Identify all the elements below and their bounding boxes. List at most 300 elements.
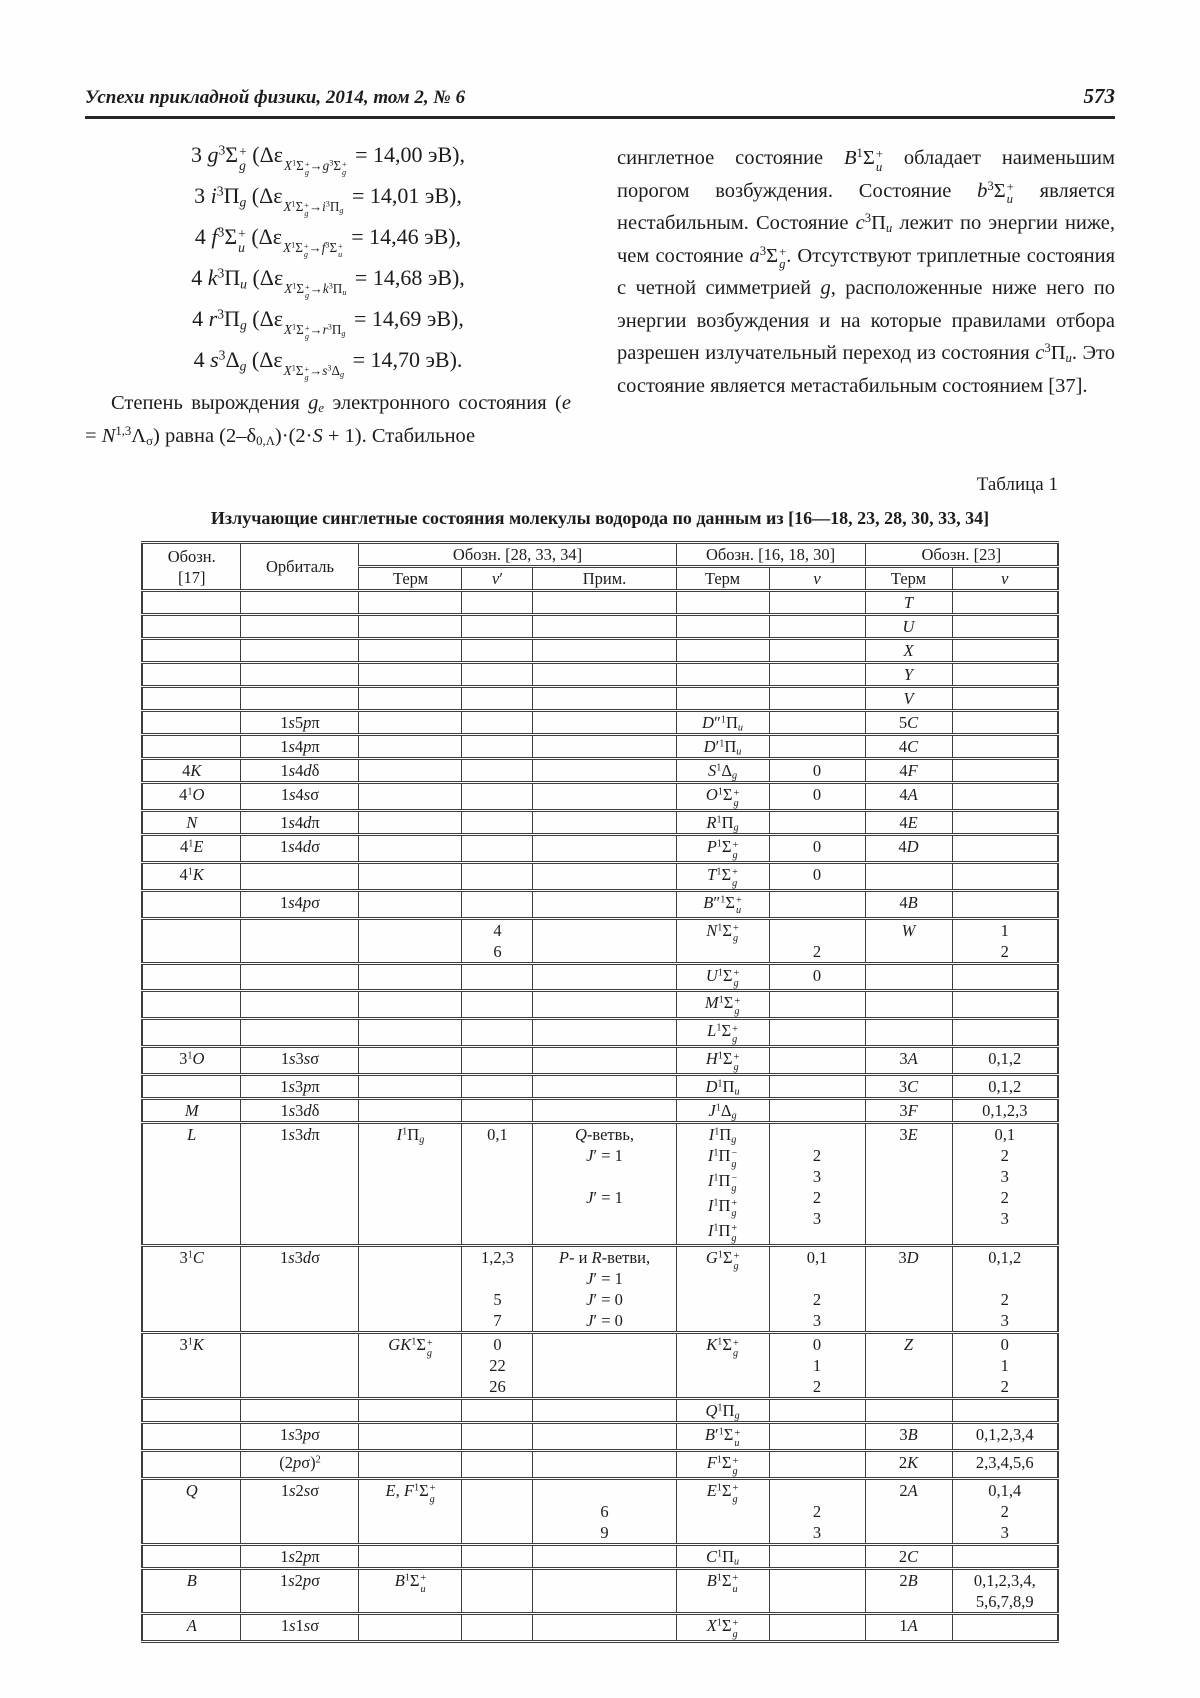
cell-r9-c2: 1s4sσ bbox=[241, 783, 359, 811]
cell-r27-c8: 2A bbox=[865, 1479, 952, 1545]
cell-r18-c7 bbox=[769, 1047, 865, 1075]
cell-r18-c8: 3A bbox=[865, 1047, 952, 1075]
cell-r11-c2: 1s4dσ bbox=[241, 835, 359, 863]
cell-r24-c3 bbox=[359, 1399, 462, 1423]
cell-r6-c8: 5C bbox=[865, 711, 952, 735]
cell-r10-c1: N bbox=[142, 811, 241, 835]
table-row-5 bbox=[142, 687, 1058, 711]
cell-r29-c7 bbox=[769, 1569, 865, 1614]
col-subheader-3: Прим. bbox=[533, 567, 676, 591]
cell-r11-c7: 0 bbox=[769, 835, 865, 863]
cell-r21-c8: 3E bbox=[865, 1123, 952, 1246]
cell-r9-c3 bbox=[359, 783, 462, 811]
table-row-30 bbox=[142, 1614, 1058, 1642]
cell-r25-c2: 1s3pσ bbox=[241, 1423, 359, 1451]
cell-r17-c1 bbox=[142, 1019, 241, 1047]
cell-r3-c9 bbox=[952, 639, 1058, 663]
cell-r8-c6: $S^1\Delta g$ bbox=[676, 759, 769, 783]
cell-r21-c5: Q-ветвь, J′ = 1 J′ = 1 bbox=[533, 1123, 676, 1246]
cell-r3-c4 bbox=[462, 639, 533, 663]
cell-r13-c4 bbox=[462, 890, 533, 918]
cell-r21-c6: $I^1\Pi g$ $I^1\Pi$ − g $I^1\Pi$ − g $I^1\Pi$ + g $I^1\Pi$ + g bbox=[676, 1123, 769, 1246]
cell-r25-c3 bbox=[359, 1423, 462, 1451]
cell-r16-c5 bbox=[533, 991, 676, 1019]
cell-r2-c1 bbox=[142, 615, 241, 639]
cell-r19-c8: 3C bbox=[865, 1075, 952, 1099]
cell-r27-c3: E, $F^1\Sigma$ + g bbox=[359, 1479, 462, 1545]
cell-r19-c5 bbox=[533, 1075, 676, 1099]
cell-r17-c7 bbox=[769, 1019, 865, 1047]
cell-r19-c2: 1s3pπ bbox=[241, 1075, 359, 1099]
cell-r8-c8: 4F bbox=[865, 759, 952, 783]
cell-r7-c4 bbox=[462, 735, 533, 759]
cell-r8-c3 bbox=[359, 759, 462, 783]
cell-r12-c8 bbox=[865, 862, 952, 890]
col-subheader-7: v bbox=[952, 567, 1058, 591]
cell-r1-c4 bbox=[462, 591, 533, 615]
cell-r24-c7 bbox=[769, 1399, 865, 1423]
cell-r24-c8 bbox=[865, 1399, 952, 1423]
cell-r19-c7 bbox=[769, 1075, 865, 1099]
cell-r24-c1 bbox=[142, 1399, 241, 1423]
cell-r17-c3 bbox=[359, 1019, 462, 1047]
table-row-22 bbox=[142, 1246, 1058, 1333]
cell-r8-c1: 4K bbox=[142, 759, 241, 783]
cell-r20-c5 bbox=[533, 1099, 676, 1123]
cell-r28-c8: 2C bbox=[865, 1545, 952, 1569]
table-row-9 bbox=[142, 783, 1058, 811]
table-row-26 bbox=[142, 1451, 1058, 1479]
cell-r10-c8: 4E bbox=[865, 811, 952, 835]
cell-r13-c1 bbox=[142, 890, 241, 918]
cell-r25-c4 bbox=[462, 1423, 533, 1451]
table-row-23 bbox=[142, 1333, 1058, 1399]
cell-r21-c1: L bbox=[142, 1123, 241, 1246]
cell-r4-c5 bbox=[533, 663, 676, 687]
cell-r15-c5 bbox=[533, 963, 676, 991]
cell-r26-c8: 2K bbox=[865, 1451, 952, 1479]
cell-r6-c6: D″$^1$Πu bbox=[676, 711, 769, 735]
intro-paragraph: Степень вырождения ge электронного состояния (e = N$^{1,3}$Λσ) равна (2–δ0,Λ)·(2·S + 1). Стабильное bbox=[85, 392, 571, 448]
cell-r15-c9 bbox=[952, 963, 1058, 991]
cell-r17-c9 bbox=[952, 1019, 1058, 1047]
cell-r6-c2: 1s5pπ bbox=[241, 711, 359, 735]
cell-r12-c1: $4^1K$ bbox=[142, 862, 241, 890]
cell-r26-c2: $(2p\sigma)^2$ bbox=[241, 1451, 359, 1479]
cell-r1-c6 bbox=[676, 591, 769, 615]
table-row-7 bbox=[142, 735, 1058, 759]
table-row-12 bbox=[142, 862, 1058, 890]
cell-r24-c6: $Q^1\Pi g$ bbox=[676, 1399, 769, 1423]
table-row-6 bbox=[142, 711, 1058, 735]
cell-r30-c1: A bbox=[142, 1614, 241, 1642]
table-row-13 bbox=[142, 890, 1058, 918]
table-row-27 bbox=[142, 1479, 1058, 1545]
table-row-29 bbox=[142, 1569, 1058, 1614]
cell-r27-c7: 2 3 bbox=[769, 1479, 865, 1545]
table-row-3 bbox=[142, 639, 1058, 663]
cell-r7-c5 bbox=[533, 735, 676, 759]
cell-r7-c9 bbox=[952, 735, 1058, 759]
states-table bbox=[141, 541, 1059, 1643]
col-subheader-2: v′ bbox=[462, 567, 533, 591]
cell-r14-c5 bbox=[533, 918, 676, 963]
cell-r11-c9 bbox=[952, 835, 1058, 863]
cell-r16-c7 bbox=[769, 991, 865, 1019]
cell-r14-c1 bbox=[142, 918, 241, 963]
cell-r23-c4: 0 22 26 bbox=[462, 1333, 533, 1399]
cell-r2-c9 bbox=[952, 615, 1058, 639]
table-body bbox=[142, 591, 1058, 1642]
cell-r20-c6: $J^1\Delta g$ bbox=[676, 1099, 769, 1123]
cell-r14-c6: $N^1\Sigma$ + g bbox=[676, 918, 769, 963]
table-row-11 bbox=[142, 835, 1058, 863]
cell-r28-c2: 1s2pπ bbox=[241, 1545, 359, 1569]
cell-r2-c5 bbox=[533, 615, 676, 639]
cell-r28-c9 bbox=[952, 1545, 1058, 1569]
cell-r17-c6: $L^1\Sigma$ + g bbox=[676, 1019, 769, 1047]
cell-r21-c9: 0,1 2 3 2 3 bbox=[952, 1123, 1058, 1246]
cell-r8-c9 bbox=[952, 759, 1058, 783]
cell-r18-c5 bbox=[533, 1047, 676, 1075]
cell-r7-c1 bbox=[142, 735, 241, 759]
cell-r20-c1: M bbox=[142, 1099, 241, 1123]
cell-r6-c9 bbox=[952, 711, 1058, 735]
cell-r7-c2: 1s4pπ bbox=[241, 735, 359, 759]
cell-r22-c3 bbox=[359, 1246, 462, 1333]
cell-r9-c7: 0 bbox=[769, 783, 865, 811]
table-head bbox=[142, 543, 1058, 591]
cell-r18-c3 bbox=[359, 1047, 462, 1075]
cell-r17-c5 bbox=[533, 1019, 676, 1047]
journal-title: Успехи прикладной физики, 2014, том 2, № 6 bbox=[85, 87, 466, 108]
cell-r16-c9 bbox=[952, 991, 1058, 1019]
cell-r10-c3 bbox=[359, 811, 462, 835]
cell-r10-c9 bbox=[952, 811, 1058, 835]
cell-r23-c7: 0 1 2 bbox=[769, 1333, 865, 1399]
cell-r23-c2 bbox=[241, 1333, 359, 1399]
cell-r11-c3 bbox=[359, 835, 462, 863]
cell-r21-c2: 1s3dπ bbox=[241, 1123, 359, 1246]
equation-line-2: 3 $i^3\Pi g$ ($\Delta\varepsilon_{X^1\Sigma + g \to i^3\Pi g} = 14,01$ эВ), bbox=[194, 183, 462, 218]
cell-r24-c9 bbox=[952, 1399, 1058, 1423]
cell-r7-c3 bbox=[359, 735, 462, 759]
cell-r23-c8: Z bbox=[865, 1333, 952, 1399]
col-subheader-1: Терм bbox=[359, 567, 462, 591]
cell-r25-c6: $B'^1\Sigma$ + u bbox=[676, 1423, 769, 1451]
cell-r23-c3: $GK^1\Sigma$ + g bbox=[359, 1333, 462, 1399]
cell-r4-c6 bbox=[676, 663, 769, 687]
cell-r4-c9 bbox=[952, 663, 1058, 687]
cell-r30-c7 bbox=[769, 1614, 865, 1642]
cell-r25-c7 bbox=[769, 1423, 865, 1451]
equation-line-5: 4 $r^3\Pi g$ ($\Delta\varepsilon_{X^1\Sigma + g \to r^3\Pi g} = 14,69$ эВ), bbox=[192, 306, 464, 341]
cell-r11-c6: $P^1\Sigma$ + g bbox=[676, 835, 769, 863]
cell-r13-c2: 1s4pσ bbox=[241, 890, 359, 918]
cell-r13-c9 bbox=[952, 890, 1058, 918]
cell-r5-c8: V bbox=[865, 687, 952, 711]
cell-r1-c1 bbox=[142, 591, 241, 615]
cell-r27-c4 bbox=[462, 1479, 533, 1545]
cell-r1-c7 bbox=[769, 591, 865, 615]
table-caption: Излучающие синглетные состояния молекулы водорода по данным из [16—18, 23, 28, 30, 33, 34] bbox=[210, 508, 990, 529]
cell-r28-c6: $C^1\Pi u$ bbox=[676, 1545, 769, 1569]
cell-r29-c5 bbox=[533, 1569, 676, 1614]
cell-r22-c7: 0,1 2 3 bbox=[769, 1246, 865, 1333]
cell-r12-c9 bbox=[952, 862, 1058, 890]
cell-r23-c6: $K^1\Sigma$ + g bbox=[676, 1333, 769, 1399]
cell-r16-c1 bbox=[142, 991, 241, 1019]
cell-r14-c3 bbox=[359, 918, 462, 963]
cell-r17-c8 bbox=[865, 1019, 952, 1047]
table-row-19 bbox=[142, 1075, 1058, 1099]
cell-r10-c2: 1s4dπ bbox=[241, 811, 359, 835]
cell-r16-c8 bbox=[865, 991, 952, 1019]
cell-r12-c3 bbox=[359, 862, 462, 890]
cell-r2-c2 bbox=[241, 615, 359, 639]
cell-r4-c2 bbox=[241, 663, 359, 687]
page-number: 573 bbox=[1083, 84, 1115, 108]
cell-r23-c9: 0 1 2 bbox=[952, 1333, 1058, 1399]
cell-r3-c6 bbox=[676, 639, 769, 663]
cell-r30-c4 bbox=[462, 1614, 533, 1642]
cell-r10-c5 bbox=[533, 811, 676, 835]
cell-r28-c1 bbox=[142, 1545, 241, 1569]
cell-r4-c1 bbox=[142, 663, 241, 687]
cell-r17-c2 bbox=[241, 1019, 359, 1047]
cell-r5-c3 bbox=[359, 687, 462, 711]
col-header-orbital: Орбиталь bbox=[241, 543, 359, 591]
page-header bbox=[85, 84, 1115, 109]
cell-r28-c5 bbox=[533, 1545, 676, 1569]
cell-r12-c4 bbox=[462, 862, 533, 890]
cell-r25-c1 bbox=[142, 1423, 241, 1451]
cell-r16-c3 bbox=[359, 991, 462, 1019]
cell-r1-c2 bbox=[241, 591, 359, 615]
cell-r29-c3: $B^1\Sigma$ + u bbox=[359, 1569, 462, 1614]
cell-r26-c5 bbox=[533, 1451, 676, 1479]
cell-r14-c8: W bbox=[865, 918, 952, 963]
cell-r20-c7 bbox=[769, 1099, 865, 1123]
cell-r6-c7 bbox=[769, 711, 865, 735]
cell-r22-c8: 3D bbox=[865, 1246, 952, 1333]
cell-r7-c8: 4C bbox=[865, 735, 952, 759]
cell-r24-c2 bbox=[241, 1399, 359, 1423]
cell-r29-c8: 2B bbox=[865, 1569, 952, 1614]
col-header-group-2: Обозн. [16, 18, 30] bbox=[676, 543, 865, 567]
cell-r16-c4 bbox=[462, 991, 533, 1019]
cell-r7-c7 bbox=[769, 735, 865, 759]
two-column-text bbox=[85, 132, 1115, 452]
cell-r21-c3: $I^1\Pi g$ bbox=[359, 1123, 462, 1246]
cell-r11-c8: 4D bbox=[865, 835, 952, 863]
cell-r30-c2: 1s1sσ bbox=[241, 1614, 359, 1642]
cell-r13-c7 bbox=[769, 890, 865, 918]
equations-block bbox=[85, 141, 571, 382]
cell-r1-c5 bbox=[533, 591, 676, 615]
cell-r6-c4 bbox=[462, 711, 533, 735]
table-row-25 bbox=[142, 1423, 1058, 1451]
cell-r20-c2: 1s3dδ bbox=[241, 1099, 359, 1123]
cell-r26-c3 bbox=[359, 1451, 462, 1479]
cell-r13-c3 bbox=[359, 890, 462, 918]
cell-r26-c6: $F^1\Sigma$ + g bbox=[676, 1451, 769, 1479]
cell-r5-c5 bbox=[533, 687, 676, 711]
cell-r26-c7 bbox=[769, 1451, 865, 1479]
cell-r4-c8: Y bbox=[865, 663, 952, 687]
cell-r15-c1 bbox=[142, 963, 241, 991]
cell-r29-c2: 1s2pσ bbox=[241, 1569, 359, 1614]
cell-r18-c2: 1s3sσ bbox=[241, 1047, 359, 1075]
col-header-group-1: Обозн. [28, 33, 34] bbox=[359, 543, 676, 567]
cell-r20-c4 bbox=[462, 1099, 533, 1123]
cell-r13-c5 bbox=[533, 890, 676, 918]
cell-r15-c6: $U^1\Sigma$ + g bbox=[676, 963, 769, 991]
equation-line-1: 3 $g^3\Sigma$ + g ($\Delta\varepsilon_{X^1\Sigma + g \to g^3\Sigma + g}$ = 14,00 эВ), bbox=[190, 142, 465, 177]
table-row-10 bbox=[142, 811, 1058, 835]
cell-r22-c5: P- и R-ветви, J′ = 1 J′ = 0 J′ = 0 bbox=[533, 1246, 676, 1333]
table-row-15 bbox=[142, 963, 1058, 991]
cell-r12-c7: 0 bbox=[769, 862, 865, 890]
table-row-14 bbox=[142, 918, 1058, 963]
cell-r16-c2 bbox=[241, 991, 359, 1019]
cell-r8-c2: 1s4dδ bbox=[241, 759, 359, 783]
cell-r29-c6: $B^1\Sigma$ + u bbox=[676, 1569, 769, 1614]
cell-r23-c1: $3^1K$ bbox=[142, 1333, 241, 1399]
cell-r3-c8: X bbox=[865, 639, 952, 663]
table-row-8 bbox=[142, 759, 1058, 783]
cell-r2-c7 bbox=[769, 615, 865, 639]
cell-r9-c1: $4^1O$ bbox=[142, 783, 241, 811]
cell-r6-c3 bbox=[359, 711, 462, 735]
cell-r21-c4: 0,1 bbox=[462, 1123, 533, 1246]
cell-r10-c6: $R^1\Pi g$ bbox=[676, 811, 769, 835]
cell-r12-c2 bbox=[241, 862, 359, 890]
cell-r9-c6: $O^1\Sigma$ + g bbox=[676, 783, 769, 811]
cell-r5-c7 bbox=[769, 687, 865, 711]
table-row-16 bbox=[142, 991, 1058, 1019]
cell-r14-c2 bbox=[241, 918, 359, 963]
table-row-1 bbox=[142, 591, 1058, 615]
cell-r14-c4: 4 6 bbox=[462, 918, 533, 963]
cell-r25-c5 bbox=[533, 1423, 676, 1451]
cell-r30-c6: $X^1\Sigma$ + g bbox=[676, 1614, 769, 1642]
cell-r3-c5 bbox=[533, 639, 676, 663]
table-row-20 bbox=[142, 1099, 1058, 1123]
table-row-2 bbox=[142, 615, 1058, 639]
cell-r11-c1: $4^1E$ bbox=[142, 835, 241, 863]
cell-r5-c4 bbox=[462, 687, 533, 711]
cell-r8-c5 bbox=[533, 759, 676, 783]
cell-r18-c1: $3^1O$ bbox=[142, 1047, 241, 1075]
cell-r30-c9 bbox=[952, 1614, 1058, 1642]
cell-r30-c5 bbox=[533, 1614, 676, 1642]
cell-r11-c4 bbox=[462, 835, 533, 863]
cell-r13-c8: 4B bbox=[865, 890, 952, 918]
cell-r2-c3 bbox=[359, 615, 462, 639]
right-column bbox=[617, 132, 1115, 452]
cell-r20-c8: 3F bbox=[865, 1099, 952, 1123]
cell-r5-c9 bbox=[952, 687, 1058, 711]
cell-r22-c9: 0,1,2 2 3 bbox=[952, 1246, 1058, 1333]
cell-r20-c3 bbox=[359, 1099, 462, 1123]
cell-r9-c8: 4A bbox=[865, 783, 952, 811]
equation-line-4: 4 $k^3\Pi u$ ($\Delta\varepsilon_{X^1\Sigma + g \to k^3\Pi u} = 14,68$ эВ), bbox=[191, 265, 465, 300]
cell-r3-c3 bbox=[359, 639, 462, 663]
cell-r8-c4 bbox=[462, 759, 533, 783]
cell-r15-c2 bbox=[241, 963, 359, 991]
table-row-28 bbox=[142, 1545, 1058, 1569]
cell-r8-c7: 0 bbox=[769, 759, 865, 783]
cell-r18-c4 bbox=[462, 1047, 533, 1075]
table-label: Таблица 1 bbox=[976, 474, 1058, 496]
cell-r3-c7 bbox=[769, 639, 865, 663]
cell-r29-c9: 0,1,2,3,4, 5,6,7,8,9 bbox=[952, 1569, 1058, 1614]
cell-r19-c3 bbox=[359, 1075, 462, 1099]
cell-r5-c1 bbox=[142, 687, 241, 711]
equation-line-3: 4 $f^3\Sigma$ + u ($\Delta\varepsilon_{X^1\Sigma + g \to f^3\Sigma + u}$ = 14,46 эВ), bbox=[194, 224, 462, 259]
cell-r10-c7 bbox=[769, 811, 865, 835]
cell-r19-c9: 0,1,2 bbox=[952, 1075, 1058, 1099]
cell-r19-c1 bbox=[142, 1075, 241, 1099]
cell-r20-c9: 0,1,2,3 bbox=[952, 1099, 1058, 1123]
cell-r14-c7: 2 bbox=[769, 918, 865, 963]
cell-r19-c4 bbox=[462, 1075, 533, 1099]
cell-r22-c2: 1s3dσ bbox=[241, 1246, 359, 1333]
cell-r6-c1 bbox=[142, 711, 241, 735]
right-column-paragraph: синглетное состояние $B^1\Sigma$ + u обладает наименьшим порогом возбуждения. Состояние $b^3\Sigma$ + u является нестабильным. Состояние $c^3\Pi u$ лежит по энергии ниже, чем состояние $a^3\Sigma$ + g . Отсутствуют триплетные состояния с четной симметрией g, расположенные ниже него по энергии возбуждения и на которые правилами отбора разрешен излучательный переход из состояния $c^3\Pi u$. Это состояние является метастабильным состоянием [37]. bbox=[617, 146, 1116, 397]
cell-r10-c4 bbox=[462, 811, 533, 835]
cell-r30-c3 bbox=[359, 1614, 462, 1642]
cell-r15-c3 bbox=[359, 963, 462, 991]
cell-r18-c6: $H^1\Sigma$ + g bbox=[676, 1047, 769, 1075]
col-header-designation-17: Обозн. [17] bbox=[142, 543, 241, 591]
cell-r3-c1 bbox=[142, 639, 241, 663]
cell-r6-c5 bbox=[533, 711, 676, 735]
col-subheader-5: v bbox=[769, 567, 865, 591]
cell-r27-c6: $E^1\Sigma$ + g bbox=[676, 1479, 769, 1545]
cell-r27-c2: 1s2sσ bbox=[241, 1479, 359, 1545]
cell-r3-c2 bbox=[241, 639, 359, 663]
cell-r25-c9: 0,1,2,3,4 bbox=[952, 1423, 1058, 1451]
cell-r28-c7 bbox=[769, 1545, 865, 1569]
cell-r17-c4 bbox=[462, 1019, 533, 1047]
cell-r15-c8 bbox=[865, 963, 952, 991]
cell-r1-c9 bbox=[952, 591, 1058, 615]
cell-r16-c6: $M^1\Sigma$ + g bbox=[676, 991, 769, 1019]
cell-r4-c7 bbox=[769, 663, 865, 687]
cell-r9-c9 bbox=[952, 783, 1058, 811]
table-row-18 bbox=[142, 1047, 1058, 1075]
left-column bbox=[85, 132, 571, 452]
cell-r22-c4: 1,2,3 5 7 bbox=[462, 1246, 533, 1333]
cell-r24-c4 bbox=[462, 1399, 533, 1423]
cell-r30-c8: 1A bbox=[865, 1614, 952, 1642]
cell-r24-c5 bbox=[533, 1399, 676, 1423]
cell-r12-c6: $T^1\Sigma$ + g bbox=[676, 862, 769, 890]
cell-r12-c5 bbox=[533, 862, 676, 890]
col-subheader-4: Терм bbox=[676, 567, 769, 591]
cell-r27-c1: Q bbox=[142, 1479, 241, 1545]
cell-r9-c4 bbox=[462, 783, 533, 811]
col-header-group-3: Обозн. [23] bbox=[865, 543, 1058, 567]
cell-r27-c9: 0,1,4 2 3 bbox=[952, 1479, 1058, 1545]
cell-r13-c6: B″$^1$Σ + u bbox=[676, 890, 769, 918]
cell-r2-c4 bbox=[462, 615, 533, 639]
cell-r7-c6: $D'^1\Pi u$ bbox=[676, 735, 769, 759]
cell-r26-c9: 2,3,4,5,6 bbox=[952, 1451, 1058, 1479]
cell-r15-c4 bbox=[462, 963, 533, 991]
